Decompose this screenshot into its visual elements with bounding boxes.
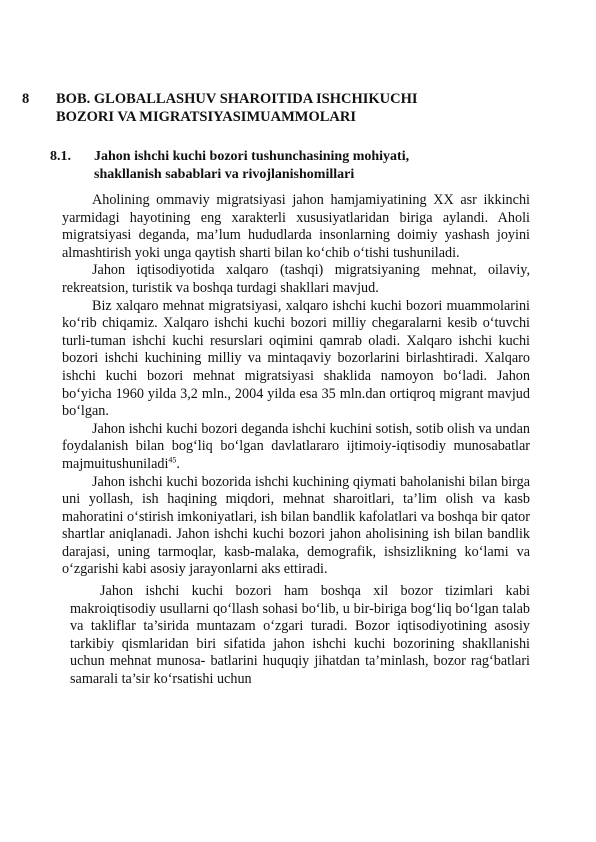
chapter-title-line-2: BOZORI VA MIGRATSIYASIMUAMMOLARI	[56, 109, 356, 125]
section-title-line-2: shakllanish sabablari va rivojlanishomillari	[94, 167, 355, 182]
section-number: 8.1.	[50, 149, 71, 164]
paragraph: Aholining ommaviy migratsiyasi jahon hamjamiyatining XX asr ikkinchi yarmidagi hayotining eng xarakterli xususiyatlaridan biriga aylandi. Aholi migratsiyasi deganda, ma’lum hududlarda insonlarning doimiy yashash joyini almashtirish yoki unga qaytish sharti bilan ko‘chib o‘tishi tushuniladi.	[62, 192, 530, 261]
section-title	[94, 148, 494, 184]
paragraph: Jahon ishchi kuchi bozorida ishchi kuchining qiymati baholanishi bilan birga uni yollash, ish haqining miqdori, mehnat sharoitlari, ta’lim olish va kasb mahoratini o‘stirish imkoniyatlari, ish bilan bandlik kafolatlari va boshqa bir qator shartlar aniqlanadi. Jahon ishchi kuchi bozori jahon aholisining ish bilan bandlik darajasi, uning tarmoqlar, kasb-malaka, demografik, ishsizlikning ko‘lami va o‘zgarishi kabi asosiy jarayonlarni aks ettiradi.	[62, 473, 530, 578]
paragraph-text: Jahon ishchi kuchi bozori deganda ishchi kuchini sotish, sotib olish va undan foydalanish bilan bog‘liq bo‘lgan davlatlararo ijtimoiy-iqtisodiy munosabatlar majmuitushuniladi	[62, 420, 530, 472]
chapter-title	[56, 90, 536, 126]
paragraph: Biz xalqaro mehnat migratsiyasi, xalqaro ishchi kuchi bozori muammolarini ko‘rib chiqamiz. Xalqaro ishchi kuchi bozori milliy chegaralarni kesib o‘tuvchi turli-tuman ishchi kuchi resurslari oqimini qamrab oladi. Xalqaro ishchi kuchi bozori ishchi kuchining milliy va mintaqaviy bozorlarini birlashtiradi. Xalqaro ishchi kuchi bozori mehnat migratsiyasi shaklida namoyon bo‘ladi. Jahon bo‘yicha 1960 yilda 3,2 mln., 2004 yilda esa 35 mln.dan ortiqroq migrant mavjud bo‘lgan.	[62, 297, 530, 420]
paragraph-end-period: .	[176, 455, 180, 472]
paragraph: Jahon iqtisodiyotida xalqaro (tashqi) migratsiyaning mehnat, oilaviy, rekreatsion, turistik va boshqa turdagi shakllari mavjud.	[62, 262, 530, 296]
footnote-reference[interactable]: 45	[168, 455, 177, 465]
paragraph: Jahon ishchi kuchi bozori ham boshqa xil bozor tizimlari kabi makroiqtisodiy usullarni qo‘llash sohasi bo‘lib, u bir-biriga bog‘liq bo‘lgan talab va takliflar ta’sirida muntazam o‘zgari turadi. Bozor iqtisodiyotining asosiy tarkibiy qismlaridan biri sifatida jahon ishchi kuchi bozorining shakllanishi uchun mehnat munosa- batlarini huquqiy jihatdan ta’minlash, bozor rag‘batlari samarali ta’sir ko‘rsatishi uchun	[70, 583, 530, 688]
chapter-number: 8	[22, 91, 30, 107]
chapter-title-line-1: BOB. GLOBALLASHUV SHAROITIDA ISHCHIKUCHI	[56, 91, 418, 107]
body-text	[62, 192, 530, 689]
paragraph-with-footnote	[62, 421, 530, 474]
section-title-line-1: Jahon ishchi kuchi bozori tushunchasining mohiyati,	[94, 149, 410, 164]
